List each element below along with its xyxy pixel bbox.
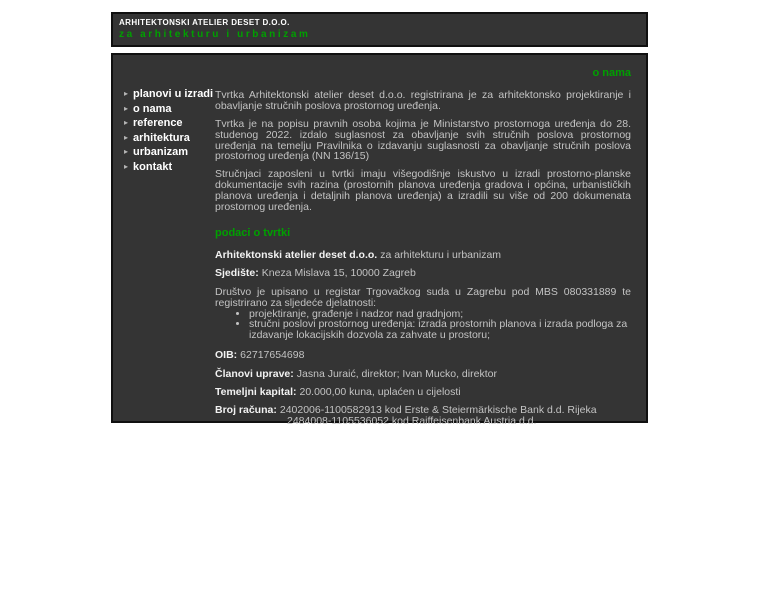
field-temeljni-kapital (215, 387, 631, 398)
nav-item-label: o nama (133, 102, 172, 115)
field-value: 62717654698 (240, 349, 305, 362)
account-value-1: 2402006-1100582913 kod Erste & Steiermärkische Bank d.d. Rijeka (279, 404, 597, 417)
site-title: ARHITEKTONSKI ATELIER DESET D.O.O. (119, 18, 290, 27)
arrow-bullet-icon: ▸ (124, 118, 129, 127)
field-value: Kneza Mislava 15, 10000 Zagreb (261, 267, 416, 280)
field-sjediste (215, 268, 631, 279)
nav-item-label: planovi u izradi (133, 88, 214, 100)
arrow-bullet-icon: ▸ (124, 103, 129, 113)
nav-item-label: arhitektura (133, 131, 190, 144)
field-label: Broj računa: (215, 404, 277, 417)
nav-item-urbanizam[interactable] (124, 145, 215, 160)
nav-item-reference[interactable] (124, 116, 215, 131)
field-clanovi-uprave (215, 369, 631, 380)
field-oib (215, 350, 631, 361)
arrow-bullet-icon: ▸ (124, 161, 129, 171)
main-panel (111, 53, 648, 428)
field-value: 20.000,00 kuna, uplaćen u cijelosti (299, 386, 461, 399)
site-header (111, 12, 648, 47)
nav-item-kontakt[interactable] (124, 160, 215, 175)
nav-item-o-nama[interactable] (124, 102, 215, 117)
company-name-line (215, 250, 631, 261)
nav-item-arhitektura[interactable] (124, 131, 215, 146)
about-paragraph-1: Tvrtka Arhitektonski atelier deset d.o.o. registrirana je za arhitektonsko projektiranje i obavljanje stručnih poslova prostornog uređenja. (215, 88, 631, 112)
activity-item: • stručni poslovi prostornog uređenja: izrada prostornih planova i izrada podloga za izdavanje lokacijskih dozvola za zahvate u prostoru; (249, 319, 631, 341)
registry-intro: Društvo je upisano u registar Trgovačkog suda u Zagrebu pod MBS 080331889 te registrirano za sljedeće djelatnosti: (215, 285, 631, 309)
field-label: OIB: (215, 349, 238, 362)
field-label: Temeljni kapital: (215, 386, 297, 399)
field-label: Članovi uprave: (215, 367, 294, 380)
arrow-bullet-icon: ▸ (124, 89, 129, 98)
sidebar-nav (113, 55, 215, 421)
site-tagline: za arhitekturu i urbanizam (119, 29, 311, 40)
page-heading-o-nama: o nama (592, 67, 631, 79)
section-heading-podaci-o-tvrtki: podaci o tvrtki (215, 226, 291, 239)
field-value: Jasna Juraić, direktor; Ivan Mucko, direktor (296, 367, 497, 380)
field-label: Sjedište: (215, 267, 259, 280)
content-area (215, 55, 646, 428)
nav-item-label: reference (133, 117, 183, 129)
nav-item-label: urbanizam (133, 146, 189, 158)
about-paragraph-2: Tvrtka je na popisu pravnih osoba kojima je Ministarstvo prostornoga uređenja do 28. studenog 2022. izdalo suglasnost za obavljanje svih stručnih poslova prostornog uređenja na temelju Pravilnika o izdavanju suglasnosti za obavljanje stručnih poslova prostornog uređenja (NN 136/15) (215, 117, 631, 163)
company-name: Arhitektonski atelier deset d.o.o. (215, 248, 378, 261)
about-paragraph-3: Stručnjaci zaposleni u tvrtki imaju višegodišnje iskustvo u izradi prostorno-planske dokumentacije svih razina (prostornih planova uređenja gradova i općina, urbanističkih planova uređenja i detaljnih planova uređenja) a izradili su više od 200 dokumenata prostornog uređenja. (215, 168, 631, 214)
field-broj-racuna (215, 405, 631, 427)
arrow-bullet-icon: ▸ (124, 132, 129, 142)
company-name-suffix: za arhitekturu i urbanizam (380, 248, 502, 261)
account-line-2 (215, 416, 631, 427)
account-value-2: 2484008-1105536052 kod Raiffeisenbank Austria d.d. (287, 415, 537, 428)
nav-item-planovi-u-izradi[interactable] (124, 87, 215, 102)
nav-item-label: kontakt (133, 160, 173, 173)
arrow-bullet-icon: ▸ (124, 147, 129, 156)
activity-item: • projektiranje, građenje i nadzor nad gradnjom; (249, 309, 631, 320)
activities-list (215, 309, 631, 342)
